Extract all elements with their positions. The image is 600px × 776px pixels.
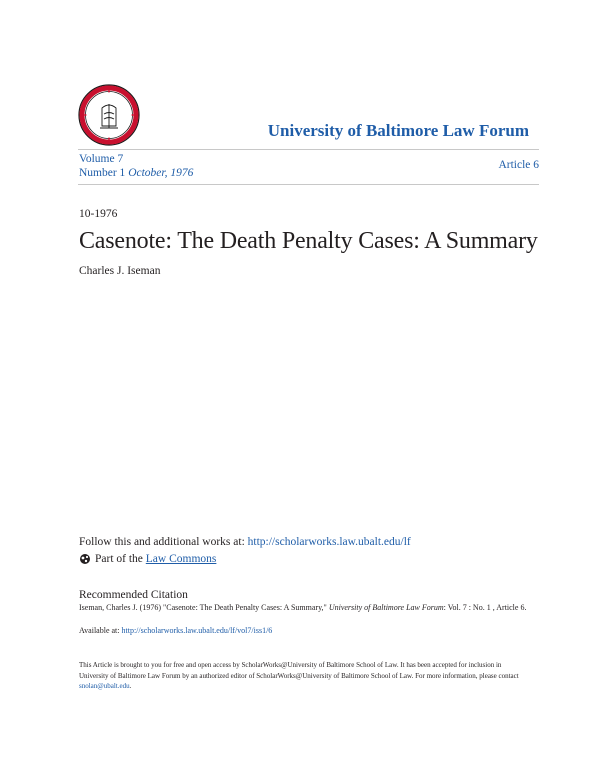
citation-journal: University of Baltimore Law Forum <box>328 603 444 612</box>
part-of-line <box>79 553 216 565</box>
header-divider-bottom <box>78 184 539 185</box>
commons-network-icon <box>79 553 91 565</box>
footer-text: This Article is brought to you for free and open access by ScholarWorks@University of Baltimore School of Law. It has been accepted for inclusion in University of Baltimore Law Forum by an authorized editor of ScholarWorks@University of Baltimore School of Law. For more information, please contact <box>79 661 519 680</box>
article-number[interactable]: Article 6 <box>498 159 539 171</box>
journal-title[interactable]: University of Baltimore Law Forum <box>267 121 529 140</box>
citation-before: Iseman, Charles J. (1976) "Casenote: The Death Penalty Cases: A Summary," <box>79 603 329 612</box>
issue-date: October, 1976 <box>128 167 194 179</box>
contact-email-link[interactable]: snolan@ubalt.edu <box>79 682 130 690</box>
header-divider-top <box>78 149 539 150</box>
available-at-line <box>79 626 272 635</box>
number-text: Number 1 <box>79 167 126 179</box>
article-title: Casenote: The Death Penalty Cases: A Summary <box>79 228 538 254</box>
follow-text: Follow this and additional works at: <box>79 536 248 548</box>
citation-after: : Vol. 7 : No. 1 , Article 6. <box>443 603 527 612</box>
available-prefix: Available at: <box>79 626 122 635</box>
follow-link[interactable]: http://scholarworks.law.ubalt.edu/lf <box>247 536 411 548</box>
issue-label[interactable] <box>79 167 193 179</box>
volume-text: Volume 7 <box>79 153 124 165</box>
footer-end: . <box>129 682 132 690</box>
volume-label[interactable] <box>79 153 123 165</box>
citation-text <box>79 603 529 613</box>
law-commons-link[interactable]: Law Commons <box>145 553 217 565</box>
recommended-citation-heading: Recommended Citation <box>79 589 188 601</box>
publication-date: 10-1976 <box>79 208 118 220</box>
university-seal-icon <box>78 84 140 146</box>
author-name: Charles J. Iseman <box>79 265 161 277</box>
footer-notice <box>79 660 529 692</box>
available-link[interactable]: http://scholarworks.law.ubalt.edu/lf/vol7/iss1/6 <box>121 626 273 635</box>
follow-line <box>79 536 411 548</box>
part-of-prefix: Part of the <box>95 553 143 565</box>
